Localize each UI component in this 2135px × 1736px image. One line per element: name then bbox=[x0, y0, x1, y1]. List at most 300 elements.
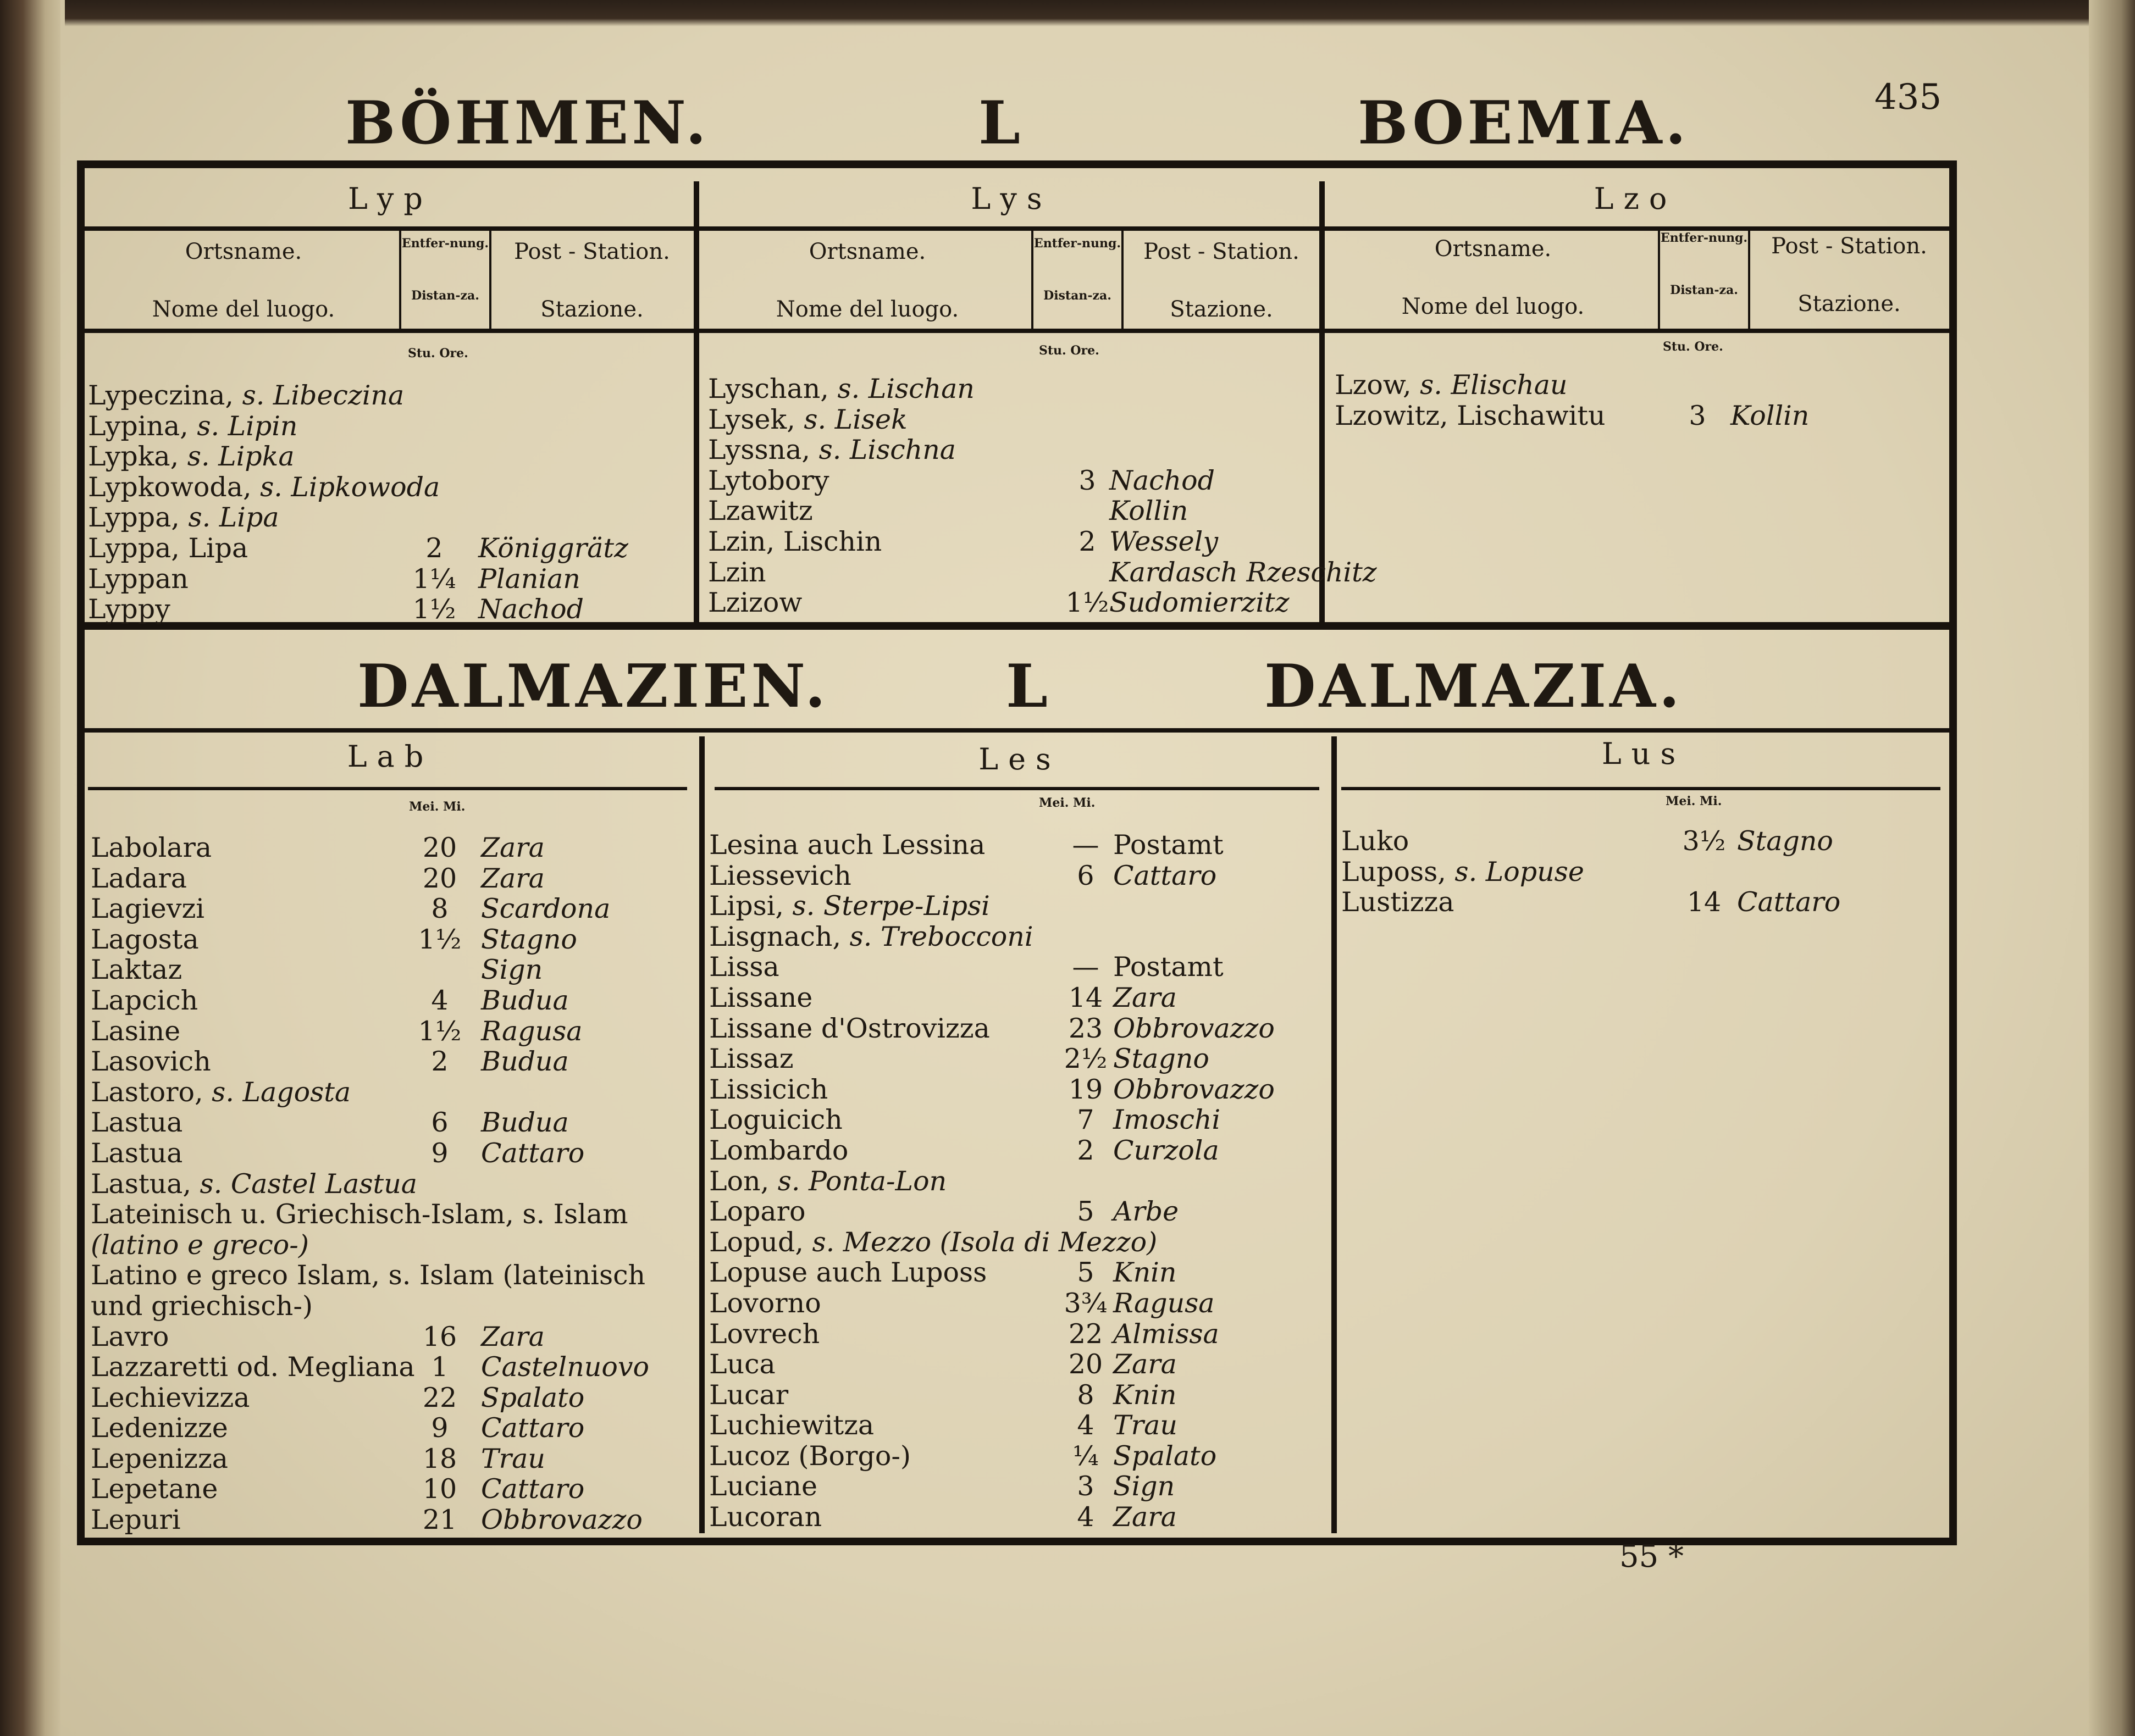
distance: 22 bbox=[1068, 1318, 1103, 1350]
post-station: Castelnuovo bbox=[481, 1351, 650, 1383]
place-reference: (latino e greco-) bbox=[91, 1229, 309, 1261]
place-name bbox=[708, 496, 813, 526]
place-name-text: Lissane d'Ostrovizza bbox=[709, 1012, 990, 1044]
vrule-d1 bbox=[699, 736, 705, 1533]
post-station: Zara bbox=[481, 862, 545, 894]
entry-row bbox=[91, 1016, 695, 1047]
entry-row bbox=[91, 1230, 695, 1261]
place-name-text: Ledenizze bbox=[91, 1412, 228, 1444]
place-name bbox=[709, 1105, 843, 1135]
place-name-text: Liessevich bbox=[709, 859, 851, 891]
distance: 19 bbox=[1068, 1073, 1103, 1105]
place-name bbox=[709, 1349, 776, 1380]
post-station: Imoschi bbox=[1113, 1104, 1221, 1136]
place-name bbox=[91, 1107, 182, 1138]
place-name bbox=[91, 985, 198, 1016]
colhead-entfer-1: Entfer-nung. bbox=[401, 236, 489, 251]
post-station: Budua bbox=[481, 984, 569, 1016]
place-name-text: Luchiewitza bbox=[709, 1410, 875, 1441]
entry-row bbox=[91, 1260, 695, 1291]
post-station: Curzola bbox=[1113, 1134, 1219, 1166]
entry-row bbox=[709, 952, 1330, 983]
distance: 20 bbox=[1068, 1349, 1103, 1380]
post-station: Stagno bbox=[1737, 825, 1833, 857]
entry-row bbox=[709, 861, 1330, 891]
entry-row bbox=[709, 1135, 1330, 1166]
colhead-distan-1: Distan-za. bbox=[411, 289, 479, 303]
colhead-post-3: Post - Station. bbox=[1771, 234, 1927, 259]
distance: — bbox=[1072, 829, 1099, 861]
place-name bbox=[91, 863, 187, 894]
place-name bbox=[709, 983, 812, 1013]
place-reference: s. Sterpe-Lipsi bbox=[792, 890, 990, 922]
place-name-text: Lysek, bbox=[708, 403, 804, 435]
place-name-text: Lateinisch u. Griechisch-Islam, s. Islam bbox=[91, 1199, 628, 1230]
entry-row bbox=[91, 1505, 695, 1535]
entry-row bbox=[91, 894, 695, 924]
place-name bbox=[709, 1288, 821, 1319]
entry-row bbox=[709, 922, 1330, 952]
place-name bbox=[91, 1077, 351, 1108]
post-station: Budua bbox=[481, 1046, 569, 1078]
place-name bbox=[91, 955, 182, 985]
unit-stu-3: Stu. Ore. bbox=[1663, 340, 1723, 354]
rule-dal-sub1 bbox=[88, 787, 687, 790]
colhead-distan-3: Distan-za. bbox=[1670, 283, 1738, 297]
place-name bbox=[709, 1441, 911, 1472]
distance: 4 bbox=[431, 984, 449, 1016]
place-name-text: Lzawitz bbox=[708, 495, 813, 527]
post-station: Nachod bbox=[1109, 464, 1215, 496]
distance: 3¾ bbox=[1064, 1287, 1108, 1319]
colhead-nome-1: Nome del luogo. bbox=[152, 297, 335, 322]
place-name-text: Lastua, bbox=[91, 1168, 200, 1200]
place-name bbox=[88, 472, 440, 503]
place-reference: s. Castel Lastua bbox=[200, 1168, 417, 1200]
place-reference: s. Lisek bbox=[804, 403, 908, 435]
entry-row bbox=[88, 411, 693, 442]
distance: — bbox=[1072, 951, 1099, 983]
entry-row bbox=[88, 472, 693, 503]
entry-row bbox=[709, 1013, 1330, 1044]
signature-mark: 55 * bbox=[1619, 1539, 1684, 1574]
place-name bbox=[709, 1502, 822, 1533]
place-name bbox=[88, 502, 279, 533]
rule-dal-sub2 bbox=[715, 787, 1319, 790]
place-name-text: Lepenizza bbox=[91, 1443, 228, 1474]
place-name bbox=[91, 1199, 628, 1230]
place-name-text: Lissa bbox=[709, 951, 779, 983]
distance: 3 bbox=[1689, 400, 1706, 431]
place-name-text: Ladara bbox=[91, 862, 187, 894]
post-station: Trau bbox=[1113, 1410, 1177, 1441]
place-name bbox=[91, 1352, 415, 1383]
place-name-text: Lisgnach, bbox=[709, 920, 850, 952]
entry-row bbox=[709, 1349, 1330, 1380]
entry-row bbox=[709, 891, 1330, 922]
place-name bbox=[88, 380, 404, 411]
entry-row bbox=[709, 1227, 1330, 1258]
place-name bbox=[91, 1169, 417, 1200]
post-station: Ragusa bbox=[481, 1015, 583, 1047]
place-name bbox=[91, 1322, 169, 1352]
vrule-b1 bbox=[694, 181, 699, 625]
entry-row bbox=[708, 556, 1377, 588]
unit-stu-2: Stu. Ore. bbox=[1039, 343, 1099, 358]
place-name bbox=[709, 1471, 817, 1502]
place-name-text: Latino e greco Islam, s. Islam (lateinisch bbox=[91, 1260, 646, 1291]
book-spine bbox=[0, 0, 65, 1736]
post-station: Stagno bbox=[1113, 1043, 1209, 1075]
place-name bbox=[91, 1413, 228, 1444]
place-name bbox=[91, 1444, 228, 1474]
place-name bbox=[709, 922, 1033, 952]
distance: ¼ bbox=[1072, 1440, 1099, 1472]
place-name bbox=[88, 594, 170, 625]
place-name-text: Luca bbox=[709, 1349, 776, 1380]
distance: 14 bbox=[1068, 981, 1103, 1013]
place-name bbox=[709, 1410, 874, 1441]
colhead-post-2: Post - Station. bbox=[1143, 239, 1299, 264]
distance: 8 bbox=[431, 893, 449, 925]
distance: 6 bbox=[431, 1107, 449, 1139]
unit-mei-2: Mei. Mi. bbox=[1039, 796, 1096, 810]
colhead-ortsname-2: Ortsname. bbox=[809, 239, 926, 264]
entry-row bbox=[709, 830, 1330, 861]
group-lzo bbox=[1335, 370, 1945, 431]
place-name bbox=[1341, 826, 1409, 857]
page-edge bbox=[2089, 0, 2135, 1736]
entry-row bbox=[88, 502, 693, 533]
post-station: Knin bbox=[1113, 1257, 1177, 1289]
place-name bbox=[91, 1260, 645, 1291]
entry-row bbox=[91, 1474, 695, 1505]
distance: 1½ bbox=[1065, 587, 1109, 619]
place-name bbox=[91, 1046, 211, 1077]
title-boehmen: BÖHMEN. bbox=[345, 88, 710, 158]
distance: 1½ bbox=[418, 923, 462, 955]
colhead-stazione-1: Stazione. bbox=[540, 297, 644, 322]
place-name bbox=[709, 1380, 788, 1411]
place-name-text: Lucoran bbox=[709, 1501, 822, 1533]
distance: 6 bbox=[1077, 859, 1094, 891]
entry-row bbox=[709, 1074, 1330, 1105]
entry-row bbox=[1341, 826, 1946, 857]
place-name-text: Lyppan bbox=[88, 563, 189, 595]
title-dalmazien-letter: L bbox=[1006, 652, 1051, 721]
place-reference: s. Elischau bbox=[1420, 369, 1568, 401]
distance: 2 bbox=[1078, 525, 1096, 557]
place-reference: s. Libeczina bbox=[242, 380, 405, 411]
distance: 1¼ bbox=[412, 563, 456, 595]
rule-dal-top bbox=[82, 728, 1951, 733]
post-station: Kollin bbox=[1109, 495, 1188, 527]
entry-row bbox=[91, 863, 695, 894]
place-name-text: Lypkowoda, bbox=[88, 471, 261, 503]
distance: 4 bbox=[1077, 1410, 1094, 1441]
post-station: Spalato bbox=[481, 1382, 585, 1413]
place-name-text: Lucar bbox=[709, 1379, 789, 1411]
place-name-text: Lepetane bbox=[91, 1473, 218, 1505]
place-name-text: Lzin bbox=[708, 556, 766, 588]
place-reference: s. Trebocconi bbox=[849, 920, 1033, 952]
entry-row bbox=[709, 1288, 1330, 1319]
place-name-text: Lasovich bbox=[91, 1046, 211, 1078]
distance: 1 bbox=[431, 1351, 449, 1383]
place-reference: s. Lipin bbox=[197, 410, 298, 442]
post-station: Cattaro bbox=[1113, 859, 1217, 891]
post-station: Obbrovazzo bbox=[1113, 1012, 1275, 1044]
colhead-nome-2: Nome del luogo. bbox=[776, 297, 959, 322]
entry-row bbox=[709, 1319, 1330, 1350]
place-name bbox=[91, 1230, 309, 1261]
colhead-entfer-2: Entfer-nung. bbox=[1033, 236, 1121, 251]
place-name-text: Lagievzi bbox=[91, 893, 204, 925]
group-heading-lys: Lys bbox=[971, 181, 1052, 216]
entry-row bbox=[88, 594, 693, 625]
place-name bbox=[709, 1319, 820, 1350]
place-name bbox=[709, 1013, 990, 1044]
place-reference: s. Lopuse bbox=[1454, 856, 1584, 888]
place-name bbox=[709, 1044, 794, 1074]
distance: 2 bbox=[431, 1046, 449, 1078]
post-station: Almissa bbox=[1113, 1318, 1219, 1350]
distance: 2 bbox=[425, 532, 443, 564]
place-name-text: Lyppy bbox=[88, 594, 170, 625]
place-name bbox=[709, 952, 779, 983]
distance: 2 bbox=[1077, 1134, 1094, 1166]
group-lab bbox=[91, 833, 695, 1535]
place-name-text: Lopud, bbox=[709, 1226, 812, 1258]
rule-head-bottom bbox=[82, 329, 1951, 333]
post-station: Planian bbox=[478, 563, 580, 595]
place-name-text: Luposs, bbox=[1341, 856, 1455, 888]
entry-row bbox=[709, 1196, 1330, 1227]
distance: 7 bbox=[1077, 1104, 1094, 1136]
post-station: Spalato bbox=[1113, 1440, 1217, 1472]
place-name-text: Lzow, bbox=[1335, 369, 1420, 401]
entry-row bbox=[708, 496, 1318, 526]
place-name bbox=[709, 1135, 848, 1166]
post-station: Knin bbox=[1113, 1379, 1177, 1411]
title-letter: L bbox=[978, 88, 1024, 158]
place-name-text: Lissaz bbox=[709, 1043, 794, 1075]
place-name bbox=[91, 1138, 182, 1169]
distance: 2½ bbox=[1064, 1043, 1108, 1075]
unit-mei-1: Mei. Mi. bbox=[409, 800, 466, 814]
place-name bbox=[88, 411, 297, 442]
entry-row bbox=[91, 955, 695, 985]
place-name bbox=[1341, 857, 1584, 888]
post-station: Zara bbox=[1113, 1349, 1177, 1380]
post-station: Zara bbox=[1113, 1501, 1177, 1533]
distance: 3 bbox=[1078, 464, 1096, 496]
top-shadow bbox=[65, 0, 2099, 26]
distance: 3½ bbox=[1682, 825, 1726, 857]
entry-row bbox=[709, 1044, 1330, 1074]
page-number: 435 bbox=[1874, 77, 1942, 118]
post-station: Zara bbox=[481, 1321, 545, 1352]
entry-row bbox=[91, 1107, 695, 1138]
post-station: Sudomierzitz bbox=[1109, 587, 1290, 619]
group-lyp bbox=[88, 380, 693, 625]
place-name-text: Lypina, bbox=[88, 410, 197, 442]
group-heading-lyp: Lyp bbox=[348, 181, 433, 216]
post-station: Nachod bbox=[478, 594, 584, 625]
entry-row bbox=[1341, 857, 1946, 888]
post-station: Sign bbox=[1113, 1471, 1175, 1502]
place-name bbox=[708, 526, 882, 557]
colhead-nome-3: Nome del luogo. bbox=[1401, 294, 1585, 319]
place-name-text: Lazzaretti od. Megliana bbox=[91, 1351, 415, 1383]
post-station: Scardona bbox=[481, 893, 611, 925]
place-name-text: Lipsi, bbox=[709, 890, 793, 922]
place-name-text: Lastoro, bbox=[91, 1076, 212, 1108]
place-reference: s. Lagosta bbox=[212, 1076, 351, 1108]
place-name-text: Lastua bbox=[91, 1107, 183, 1139]
place-name bbox=[709, 1196, 806, 1227]
distance: 16 bbox=[422, 1321, 457, 1352]
place-name bbox=[88, 564, 189, 595]
place-name bbox=[708, 557, 766, 588]
entry-row bbox=[88, 380, 693, 411]
colhead-post-1: Post - Station. bbox=[514, 239, 670, 264]
post-station: Kollin bbox=[1730, 400, 1810, 431]
place-name-text: Labolara bbox=[91, 832, 212, 863]
entry-row bbox=[88, 441, 693, 472]
place-name-text: Loparo bbox=[709, 1196, 806, 1228]
place-reference: s. Lischan bbox=[837, 373, 975, 404]
post-station: Trau bbox=[481, 1443, 545, 1474]
place-name bbox=[91, 1474, 218, 1505]
place-reference: s. Lipkowoda bbox=[260, 471, 440, 503]
place-name bbox=[88, 441, 295, 472]
post-station: Obbrovazzo bbox=[1113, 1073, 1275, 1105]
entry-row bbox=[709, 1105, 1330, 1135]
place-reference: s. Lipa bbox=[188, 502, 279, 534]
place-name bbox=[91, 1016, 180, 1047]
title-boemia: BOEMIA. bbox=[1358, 88, 1690, 158]
entry-row bbox=[91, 1322, 695, 1352]
place-name-text: Lzowitz, Lischawitu bbox=[1335, 400, 1606, 431]
distance: 4 bbox=[1077, 1501, 1094, 1533]
place-name bbox=[709, 830, 985, 861]
post-station: Kardasch Rzeschitz bbox=[1109, 556, 1377, 588]
post-station: Cattaro bbox=[481, 1137, 585, 1169]
place-reference: s. Lischna bbox=[818, 434, 956, 466]
place-name-text: Lucoz (Borgo-) bbox=[709, 1440, 911, 1472]
entry-row bbox=[709, 1410, 1330, 1441]
entry-row bbox=[708, 374, 1318, 404]
entry-row bbox=[709, 1380, 1330, 1411]
distance: 18 bbox=[422, 1443, 457, 1474]
colhead-ortsname-3: Ortsname. bbox=[1434, 236, 1552, 262]
place-name-text: Lavro bbox=[91, 1321, 169, 1352]
post-station: Sign bbox=[481, 954, 543, 986]
post-station: Ragusa bbox=[1113, 1287, 1215, 1319]
place-name-text: Lzin, Lischin bbox=[708, 525, 882, 557]
entry-row bbox=[1335, 401, 1945, 431]
place-name bbox=[88, 533, 248, 564]
distance: 1½ bbox=[412, 594, 456, 625]
place-name bbox=[91, 1291, 313, 1322]
place-reference: s. Lipka bbox=[187, 441, 295, 473]
distance: 8 bbox=[1077, 1379, 1094, 1411]
post-station: Stagno bbox=[481, 923, 577, 955]
entry-row bbox=[708, 526, 1318, 557]
post-station: Wessely bbox=[1109, 525, 1219, 557]
rule-head-top bbox=[82, 226, 1951, 231]
place-name-text: Lopuse auch Luposs bbox=[709, 1257, 987, 1289]
entry-row bbox=[91, 1046, 695, 1077]
colhead-stazione-3: Stazione. bbox=[1797, 291, 1901, 317]
distance: 9 bbox=[431, 1412, 449, 1444]
place-name-text: Lytobory bbox=[708, 464, 829, 496]
place-name bbox=[709, 1227, 1157, 1258]
entry-row bbox=[708, 404, 1318, 435]
place-name bbox=[708, 435, 956, 465]
entry-row bbox=[708, 465, 1318, 496]
rule-dal-sub3 bbox=[1341, 787, 1940, 790]
distance: 10 bbox=[422, 1473, 457, 1505]
post-station: Postamt bbox=[1113, 951, 1224, 983]
place-name bbox=[708, 404, 908, 435]
entry-row bbox=[709, 1441, 1330, 1472]
entry-row bbox=[91, 985, 695, 1016]
place-name-text: Lesina auch Lessina bbox=[709, 829, 986, 861]
place-name-text: Lon, bbox=[709, 1165, 778, 1197]
group-heading-lab: Lab bbox=[347, 739, 434, 774]
place-name bbox=[1341, 887, 1454, 918]
place-name-text: Luko bbox=[1341, 825, 1409, 857]
entry-row bbox=[708, 435, 1318, 465]
entry-row bbox=[91, 1077, 695, 1108]
place-name bbox=[708, 587, 802, 618]
place-name bbox=[1335, 370, 1567, 401]
colhead-stazione-2: Stazione. bbox=[1170, 297, 1273, 322]
place-name bbox=[1335, 401, 1606, 431]
place-name-text: Loguicich bbox=[709, 1104, 843, 1136]
post-station: Obbrovazzo bbox=[481, 1504, 643, 1536]
place-name-text: Lyssna, bbox=[708, 434, 819, 466]
distance: 22 bbox=[422, 1382, 457, 1413]
group-lys bbox=[708, 373, 1377, 619]
post-station: Cattaro bbox=[481, 1473, 585, 1505]
place-name-text: Luciane bbox=[709, 1471, 817, 1502]
entry-row bbox=[88, 533, 693, 564]
place-name bbox=[709, 891, 990, 922]
distance: 23 bbox=[1068, 1012, 1103, 1044]
entry-row bbox=[91, 1383, 695, 1413]
entry-row bbox=[91, 924, 695, 955]
place-name bbox=[709, 1074, 828, 1105]
distance: 9 bbox=[431, 1137, 449, 1169]
place-name-text: Lissicich bbox=[709, 1073, 828, 1105]
entry-row bbox=[91, 1291, 695, 1322]
place-name-text: Lypka, bbox=[88, 441, 187, 473]
place-reference: s. Mezzo (Isola di Mezzo) bbox=[812, 1226, 1158, 1258]
entry-row bbox=[91, 1413, 695, 1444]
post-station: Budua bbox=[481, 1107, 569, 1139]
post-station: Cattaro bbox=[481, 1412, 585, 1444]
entry-row bbox=[88, 564, 693, 595]
distance: 21 bbox=[422, 1504, 457, 1536]
distance: 3 bbox=[1077, 1471, 1094, 1502]
group-heading-lus: Lus bbox=[1601, 736, 1686, 771]
place-name-text: Lagosta bbox=[91, 923, 199, 955]
vrule-d2 bbox=[1331, 736, 1337, 1533]
post-station: Zara bbox=[481, 832, 545, 863]
